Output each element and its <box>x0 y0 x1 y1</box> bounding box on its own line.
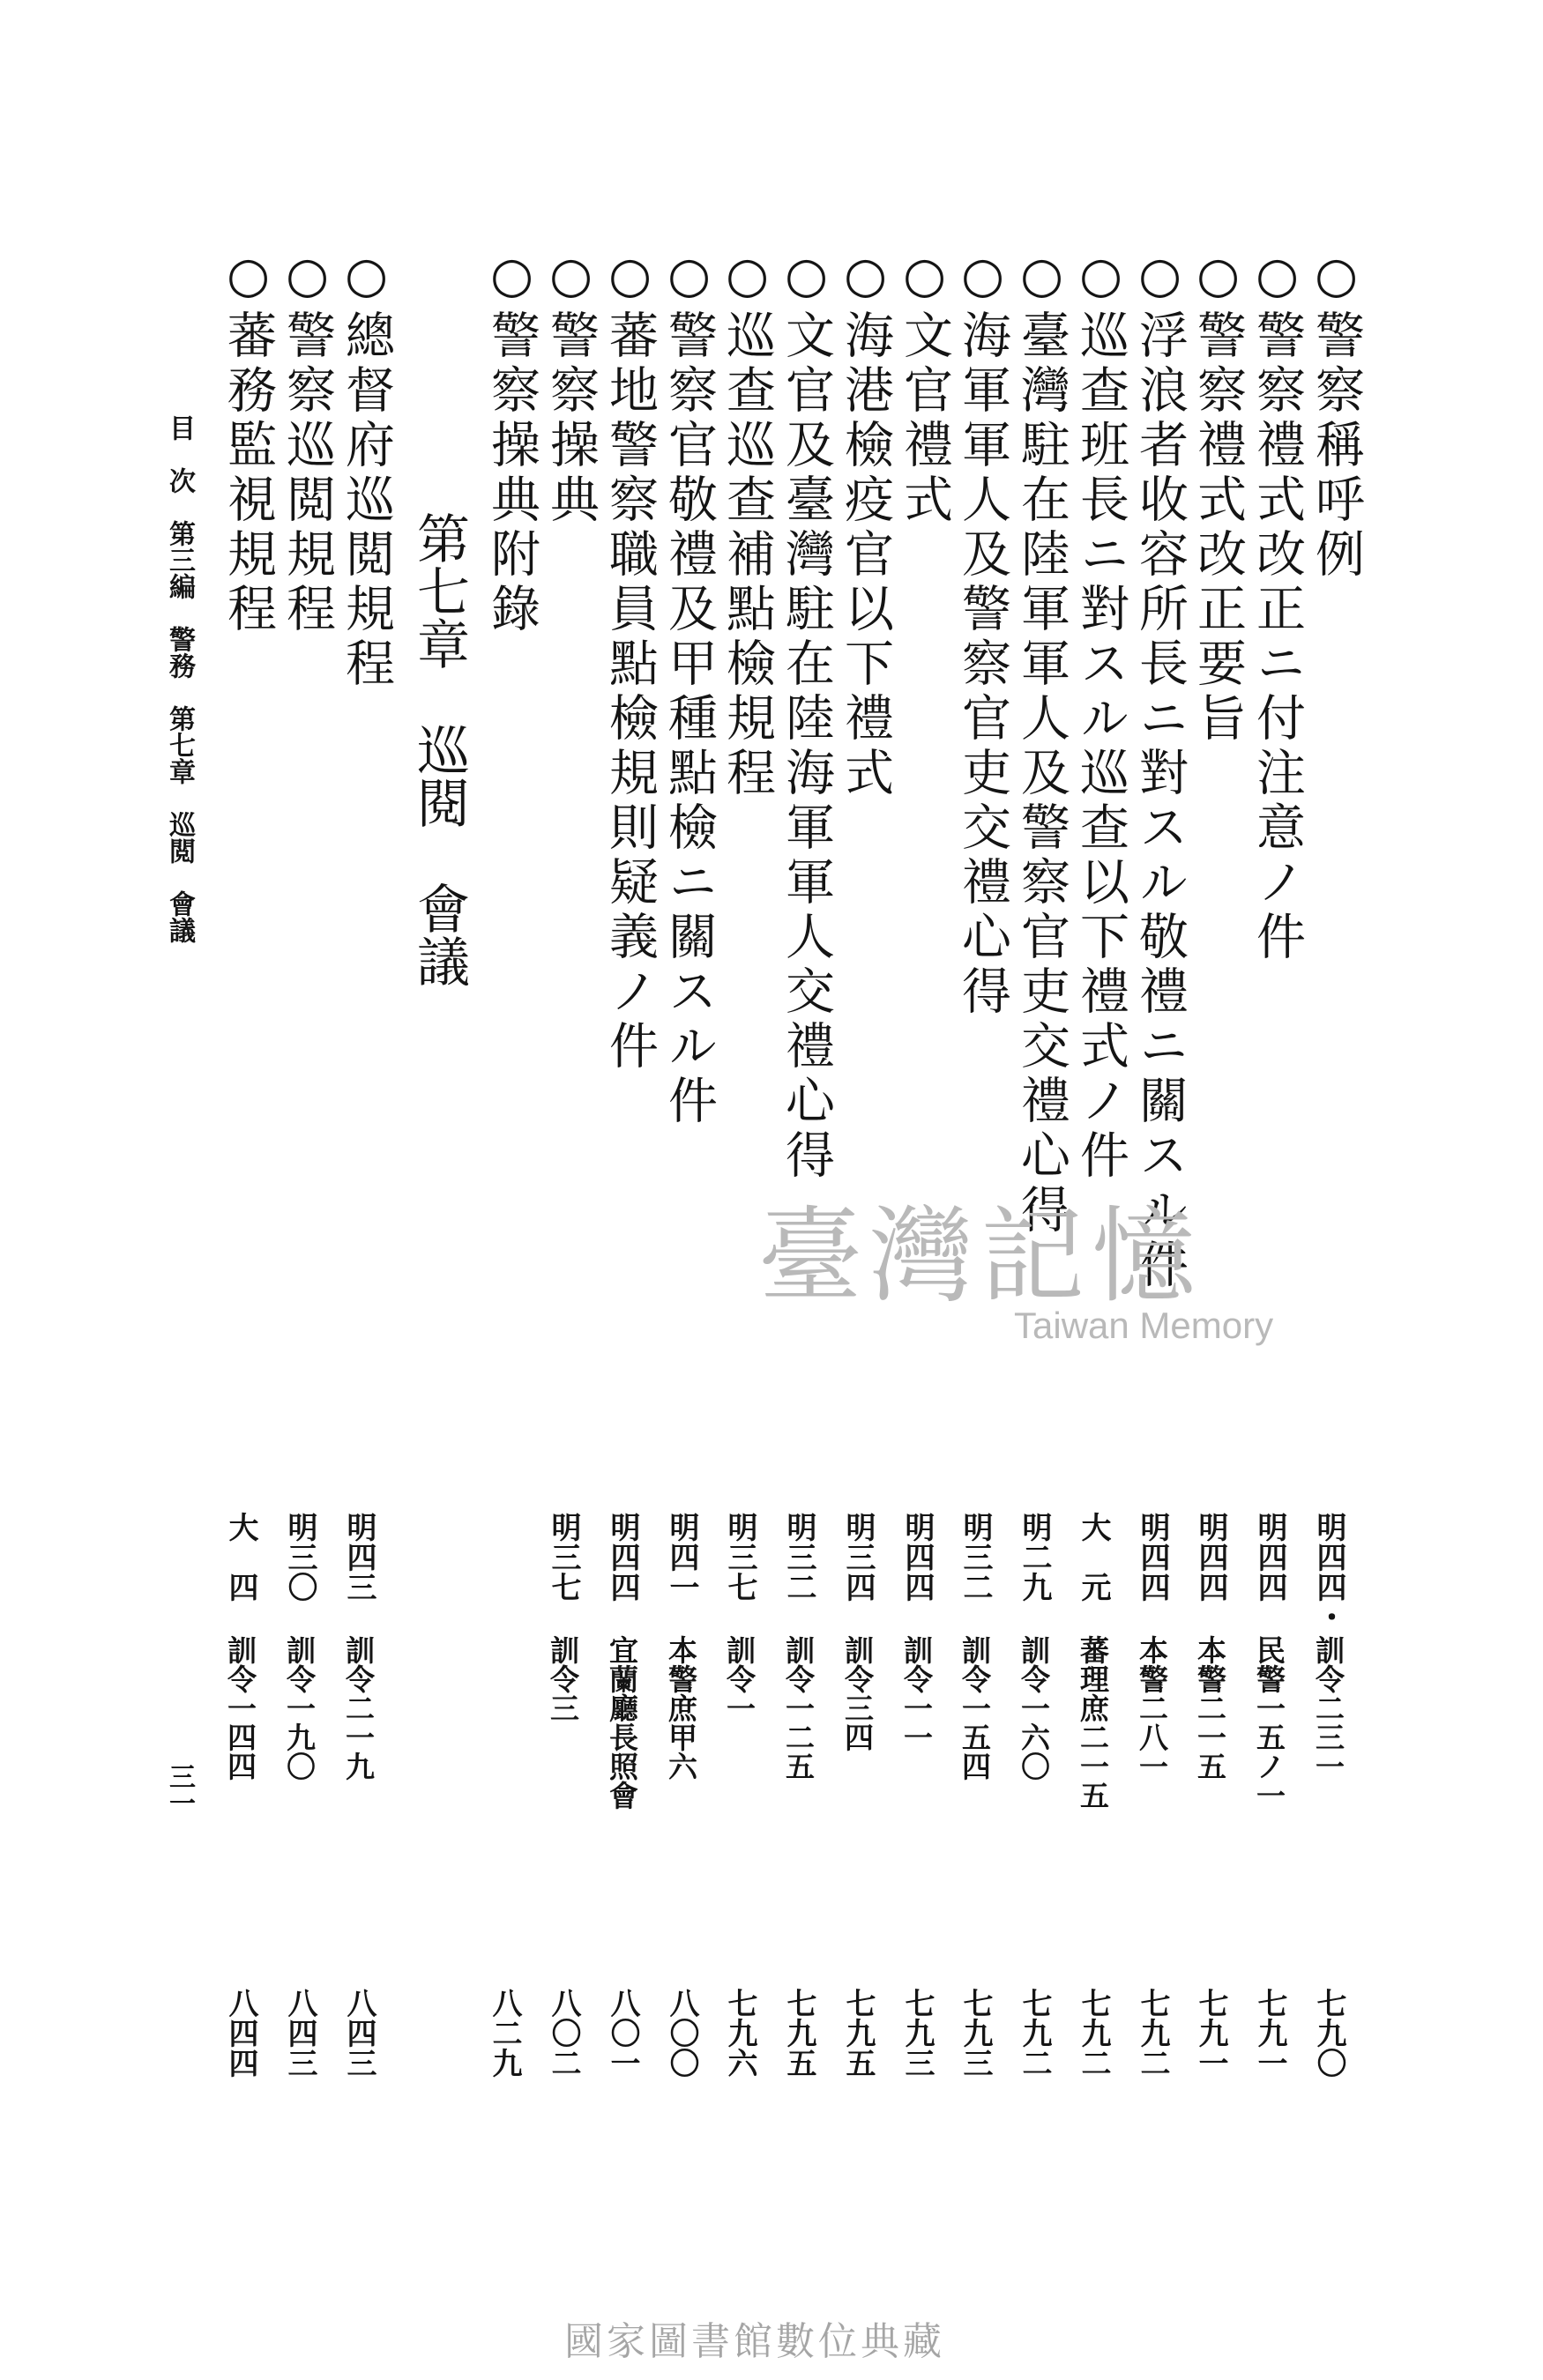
entry-title: ○臺灣駐在陸軍軍人及警察官吏交禮心得 <box>1013 247 1070 1238</box>
entry-date: 明四四 <box>1135 1512 1170 1602</box>
entry-page: 八〇一 <box>605 1988 640 2078</box>
entry-page: 七九〇 <box>1311 1988 1346 2078</box>
entry-date: 明四四 <box>1252 1512 1287 1602</box>
entry-title: ○浮浪者收容所長ニ對スル敬禮ニ關スル件 <box>1131 247 1189 1293</box>
entry-title: ○警察稱呼例 <box>1308 247 1365 583</box>
entry-page: 七九六 <box>722 1988 757 2078</box>
entry-title: ○海港檢疫官以下禮式 <box>837 247 894 801</box>
entry-ref: 蕃理庶二一五 <box>1076 1635 1110 1810</box>
entry-title: ○警察操典附錄 <box>483 247 540 637</box>
entry-ref: 訓令一 <box>722 1635 757 1722</box>
library-mark: 國家圖書館數位典藏 <box>564 2319 945 2364</box>
entry-title: ○警察操典 <box>542 247 600 528</box>
entry-title: ○總督府巡閲規程 <box>338 247 395 692</box>
entry-ref: 本警庶甲六 <box>664 1635 698 1781</box>
entry-title: ○警察官敬禮及甲種點檢ニ關スル件 <box>660 247 718 1129</box>
entry-title: ○蕃地警察職員點檢規則疑義ノ件 <box>601 247 659 1075</box>
entry-ref: 訓令一九〇 <box>282 1635 317 1781</box>
entry-title: ○海軍軍人及警察官吏交禮心得 <box>954 247 1011 1020</box>
entry-ref: 訓令一四四 <box>223 1635 257 1781</box>
entry-page: 八四三 <box>341 1988 376 2078</box>
entry-date: 明三二 <box>958 1512 993 1602</box>
entry-ref: 宜蘭廳長照會 <box>605 1635 639 1810</box>
entry-page: 七九一 <box>1252 1988 1287 2078</box>
entry-page: 七九二 <box>1135 1988 1170 2078</box>
entry-page: 八〇〇 <box>664 1988 699 2078</box>
entry-ref: 訓令三四 <box>840 1635 875 1752</box>
entry-page: 七九五 <box>781 1988 816 2078</box>
watermark-cjk: 臺灣記憶 <box>758 1195 1204 1317</box>
entry-ref: 訓令二三一 <box>1311 1635 1345 1781</box>
entry-date: 大 四 <box>223 1512 258 1602</box>
entry-page: 七九二 <box>1017 1988 1052 2078</box>
entry-page: 八二九 <box>487 1988 522 2078</box>
entry-ref: 訓令一一 <box>899 1635 934 1752</box>
entry-page: 七九一 <box>1193 1988 1228 2078</box>
entry-title: ○巡查巡查補點檢規程 <box>719 247 776 801</box>
entry-ref: 訓令一五四 <box>958 1635 992 1781</box>
entry-title: ○警察禮式改正要旨 <box>1189 247 1247 747</box>
entry-date: 明二九 <box>1017 1512 1052 1602</box>
chapter-heading: 第七章 巡閱 會議 <box>408 511 470 987</box>
entry-ref: 民警一五ノ一 <box>1252 1635 1286 1810</box>
entry-date: 明三四 <box>840 1512 876 1602</box>
entry-ref: 訓令一六〇 <box>1017 1635 1051 1781</box>
entry-title: ○文官及臺灣駐在陸海軍軍人交禮心得 <box>778 247 835 1184</box>
entry-date: 明三七 <box>722 1512 757 1602</box>
entry-page: 七九二 <box>1076 1988 1111 2078</box>
entry-page: 七九三 <box>958 1988 993 2078</box>
entry-date: 明三〇 <box>282 1512 317 1602</box>
entry-ref: 本警二一五 <box>1193 1635 1227 1781</box>
entry-page: 八四三 <box>282 1988 317 2078</box>
entry-date: 大 元 <box>1076 1512 1111 1602</box>
entry-date: 明四四 <box>1193 1512 1228 1602</box>
entry-page: 七九三 <box>899 1988 935 2078</box>
entry-title: ○警察巡閲規程 <box>279 247 336 637</box>
entry-page: 八四四 <box>223 1988 258 2078</box>
watermark-en: Taiwan Memory <box>1014 1305 1274 1346</box>
taiwan-memory-watermark <box>758 1172 1274 1366</box>
entry-title: ○警察禮式改正ニ付注意ノ件 <box>1249 247 1306 965</box>
entry-date: 明四一 <box>664 1512 699 1602</box>
entry-ref: 訓令三 <box>546 1635 580 1722</box>
entry-date: 明四四・ <box>1311 1512 1346 1632</box>
entry-date: 明三二 <box>781 1512 816 1602</box>
entry-date: 明三七 <box>546 1512 581 1602</box>
entry-ref: 本警二八一 <box>1135 1635 1169 1781</box>
entry-date: 明四四 <box>899 1512 935 1602</box>
entry-title: ○文官禮式 <box>896 247 953 528</box>
page-number: 三一 <box>164 1763 195 1816</box>
entry-date: 明四四 <box>605 1512 640 1602</box>
entry-page: 八〇二 <box>546 1988 581 2078</box>
entry-title: ○巡查班長ニ對スル巡查以下禮式ノ件 <box>1072 247 1129 1184</box>
entry-date: 明四三 <box>341 1512 376 1602</box>
entry-title: ○蕃務監視規程 <box>220 247 277 637</box>
entry-ref: 訓令一二五 <box>781 1635 816 1781</box>
entry-page: 七九五 <box>840 1988 876 2078</box>
running-head: 目 次 第三編 警務 第七章 巡閲 會議 <box>164 414 195 943</box>
entry-ref: 訓令二一九 <box>341 1635 376 1781</box>
